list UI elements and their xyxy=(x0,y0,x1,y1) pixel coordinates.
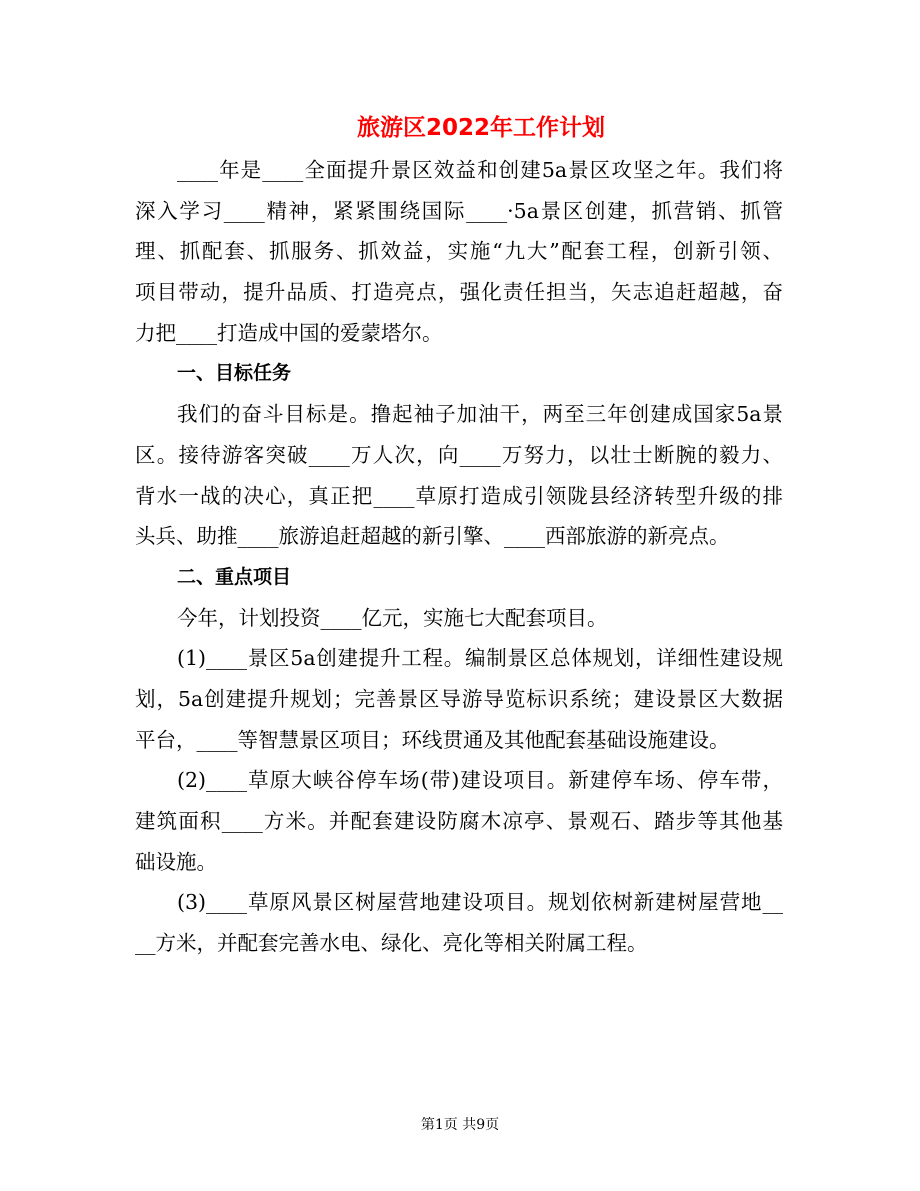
paragraph-line: 区。接待游客突破____万人次，向____万努力，以壮士断腕的毅力、 xyxy=(135,442,783,467)
paragraph-line: 理、抓配套、抓服务、抓效益，实施“九大”配套工程，创新引领、 xyxy=(135,239,783,264)
paragraph-line: (3)____草原风景区树屋营地建设项目。规划依树新建树屋营地__ xyxy=(177,890,783,915)
paragraph-line: 今年，计划投资____亿元，实施七大配套项目。 xyxy=(177,605,608,630)
document-title: 旅游区2022年工作计划 xyxy=(356,115,605,141)
section-heading: 二、重点项目 xyxy=(177,565,292,588)
paragraph-line: 我们的奋斗目标是。撸起袖子加油干，两至三年创建成国家5a景 xyxy=(177,402,783,427)
paragraph-line: (2)____草原大峡谷停车场(带)建设项目。新建停车场、停车带， xyxy=(177,768,783,793)
page-footer: 第1页 共9页 xyxy=(420,1117,500,1133)
paragraph-line: 力把____打造成中国的爱蒙塔尔。 xyxy=(135,320,443,345)
paragraph-line: 背水一战的决心，真正把____草原打造成引领陇县经济转型升级的排 xyxy=(135,483,783,508)
paragraph-line: 深入学习____精神，紧紧围绕国际____·5a景区创建，抓营销、抓管 xyxy=(135,198,783,223)
paragraph-line: 建筑面积____方米。并配套建设防腐木凉亭、景观石、踏步等其他基 xyxy=(135,809,783,833)
paragraph-line: 划，5a创建提升规划；完善景区导游导览标识系统；建设景区大数据 xyxy=(135,686,783,711)
paragraph-line: 头兵、助推____旅游追赶超越的新引擎、____西部旅游的新亮点。 xyxy=(135,524,730,549)
paragraph-line: (1)____景区5a创建提升工程。编制景区总体规划，详细性建设规 xyxy=(177,646,783,671)
paragraph-line: ____年是____全面提升景区效益和创建5a景区攻坚之年。我们将 xyxy=(177,158,783,182)
paragraph-line: 平台，____等智慧景区项目；环线贯通及其他配套基础设施建设。 xyxy=(135,727,730,752)
paragraph-line: __方米，并配套完善水电、绿化、亮化等相关附属工程。 xyxy=(135,931,648,956)
document-body xyxy=(135,150,783,964)
paragraph-line: 础设施。 xyxy=(135,849,217,874)
section-heading: 一、目标任务 xyxy=(177,362,292,385)
paragraph-line: 项目带动，提升品质、打造亮点，强化责任担当，矢志追赶超越，奋 xyxy=(135,280,783,305)
